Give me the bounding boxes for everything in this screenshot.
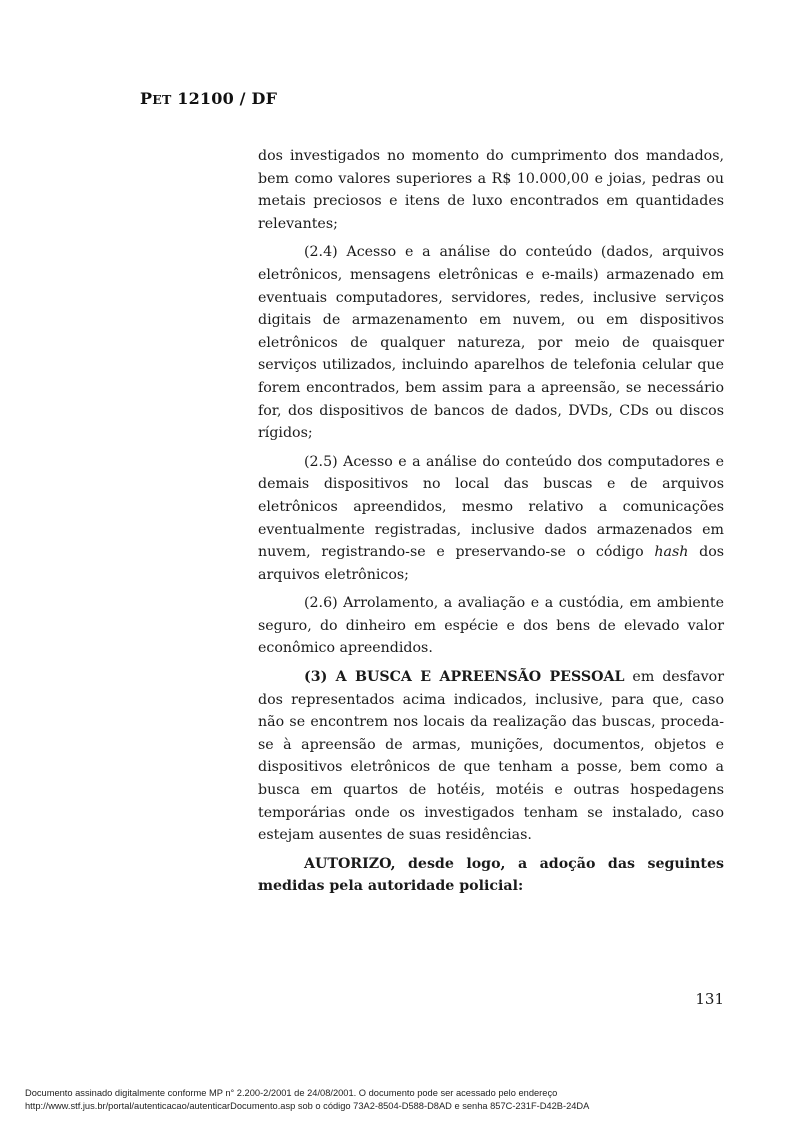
paragraph-3-text: em desfavor dos representados acima indicados, inclusive, para que, caso não se encontrem nos locais da realização das buscas, proceda-se à apreensão de armas, munições, documentos, objetos e dispositivos eletrônicos de que tenham a posse, bem como a busca em quartos de hotéis, motéis e outras hospedagens temporárias onde os investigados tenham se instalado, caso estejam ausentes de suas residências. [258, 669, 725, 844]
paragraph-2-5 [258, 451, 724, 587]
footer-line-1: Documento assinado digitalmente conforme MP n° 2.200-2/2001 de 24/08/2001. O documento pode ser acessado pelo endereço [25, 1088, 558, 1098]
authorization-paragraph [258, 853, 724, 898]
authorization-text: AUTORIZO, desde logo, a adoção das seguintes medidas pela autoridade policial: [258, 855, 724, 895]
case-prefix-rest: ET [152, 92, 172, 107]
paragraph-2-4: (2.4) Acesso e a análise do conteúdo (dados, arquivos eletrônicos, mensagens eletrônicas e e-mails) armazenado em eventuais computadores, servidores, redes, inclusive serviços digitais de armazenamento em nuvem, ou em dispositivos eletrônicos de qualquer natureza, por meio de quaisquer serviços utilizados, incluindo aparelhos de telefonia celular que forem encontrados, bem assim para a apreensão, se necessário for, dos dispositivos de bancos de dados, DVDs, CDs ou discos rígidos; [258, 244, 724, 442]
case-header [140, 89, 277, 108]
paragraph-2-5-end: dos arquivos eletrônicos; [258, 544, 725, 583]
page-number: 131 [695, 990, 724, 1008]
footer-line-2: http://www.stf.jus.br/portal/autenticacao/autenticarDocumento.asp sob o código 73A2-8504-D588-D8AD e senha 857C-231F-D42B-24DA [25, 1100, 590, 1111]
paragraph-2-5-text: (2.5) Acesso e a análise do conteúdo dos computadores e demais dispositivos no local das buscas e de arquivos eletrônicos apreendidos, mesmo relativo a comunicações eventualmente registradas, inclusive dados armazenados em nuvem, registrando-se e preservando-se o código [258, 453, 724, 561]
hash-term: hash [654, 544, 689, 561]
case-prefix-initial: P [140, 89, 153, 108]
case-number: 12100 / DF [177, 89, 278, 108]
document-body [258, 145, 724, 904]
paragraph-continuation: dos investigados no momento do cumprimento dos mandados, bem como valores superiores a R$ 10.000,00 e joias, pedras ou metais preciosos e itens de luxo encontrados em quantidades relevantes; [258, 148, 724, 232]
paragraph-2-6: (2.6) Arrolamento, a avaliação e a custódia, em ambiente seguro, do dinheiro em espécie e dos bens de elevado valor econômico apreendidos. [258, 595, 724, 657]
signature-footer [25, 1087, 589, 1112]
paragraph-3 [258, 666, 724, 847]
paragraph-3-heading: (3) A BUSCA E APREENSÃO PESSOAL [304, 669, 625, 686]
